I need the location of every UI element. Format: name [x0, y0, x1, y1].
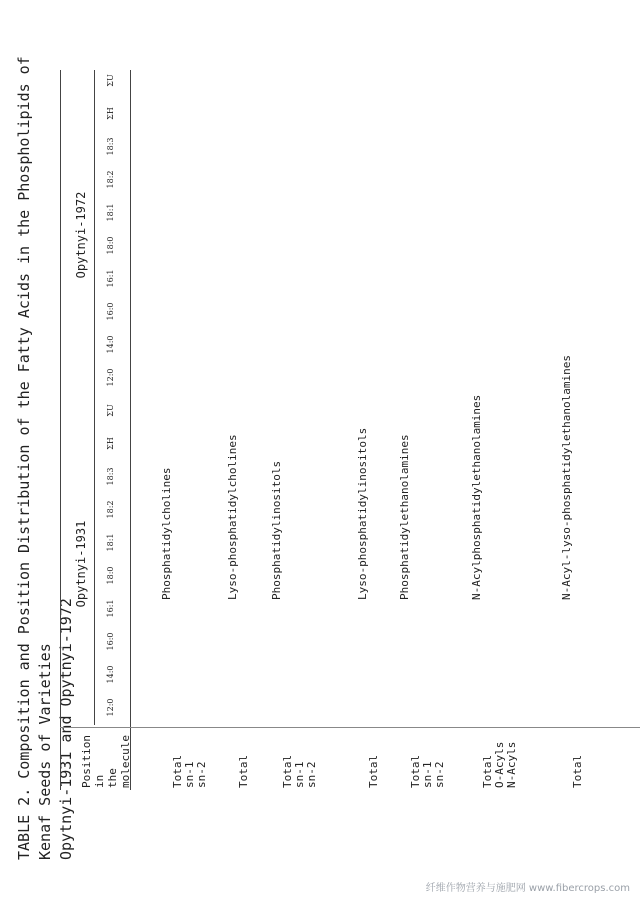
acid-header-0-0: 12:0 [106, 698, 115, 717]
section-6: N-Acyl-lyso-phosphatidylethanolamines [560, 354, 573, 600]
row-label-3-0: Total [367, 754, 380, 788]
acid-header-1-2: 16:0 [106, 302, 115, 321]
section-1: Lyso-phosphatidylcholines [226, 434, 239, 600]
acid-header-0-7: 18:3 [106, 467, 115, 486]
row-label-1-0: Total [237, 754, 250, 788]
row-label-6-0: Total [571, 754, 584, 788]
divider-first-col [60, 727, 640, 728]
acid-header-0-5: 18:1 [106, 533, 115, 552]
acid-header-1-8: ΣH [106, 107, 115, 120]
section-4: Phosphatidylethanolamines [398, 434, 411, 600]
acid-header-0-9: ΣU [106, 404, 115, 417]
acid-header-0-1: 14:0 [106, 665, 115, 684]
table-title [14, 20, 77, 860]
variety-1931: Opytnyi-1931 [74, 520, 88, 608]
rule-variety [94, 70, 95, 725]
acid-header-0-4: 18:0 [106, 566, 115, 585]
acid-header-1-5: 18:1 [106, 203, 115, 222]
section-2: Phosphatidylinositols [270, 460, 283, 600]
variety-1972: Opytnyi-1972 [74, 191, 88, 279]
acid-header-0-2: 16:0 [106, 632, 115, 651]
acid-header-0-8: ΣH [106, 437, 115, 450]
row-label-4-0: Total [409, 754, 422, 788]
acid-header-1-3: 16:1 [106, 269, 115, 288]
row-label-0-2: sn-2 [195, 761, 208, 788]
position-header-line1: Position in [80, 735, 106, 788]
acid-header-0-3: 16:1 [106, 599, 115, 618]
watermark: 纤维作物营养与施肥网 www.fibercrops.com [425, 883, 630, 894]
position-header-line2: the molecule [106, 735, 132, 788]
table-title-line1: TABLE 2. Composition and Position Distribution of the Fatty Acids in the Phospholipids of Kenaf Seeds of Varieties [15, 56, 54, 860]
row-label-4-1: sn-1 [421, 761, 434, 788]
row-label-5-2: N-Acyls [505, 741, 518, 788]
row-label-4-2: sn-2 [433, 761, 446, 788]
row-label-2-1: sn-1 [293, 761, 306, 788]
rule-header-bottom [130, 70, 131, 790]
section-5: N-Acylphosphatidylethanolamines [470, 394, 483, 600]
acid-header-1-7: 18:3 [106, 137, 115, 156]
row-label-2-2: sn-2 [305, 761, 318, 788]
acid-header-0-6: 18:2 [106, 500, 115, 519]
acid-header-1-0: 12:0 [106, 368, 115, 387]
position-header [80, 728, 132, 788]
section-3: Lyso-phosphatidylinositols [356, 427, 369, 600]
rule-top [60, 70, 61, 790]
acid-header-1-1: 14:0 [106, 335, 115, 354]
row-label-2-0: Total [281, 754, 294, 788]
row-label-0-1: sn-1 [183, 761, 196, 788]
acid-header-1-4: 18:0 [106, 236, 115, 255]
row-label-5-1: O-Acyls [493, 741, 506, 788]
acid-header-1-9: ΣU [106, 74, 115, 87]
section-0: Phosphatidylcholines [160, 467, 173, 600]
table-title-line2: Opytnyi-1931 and Opytnyi-1972 [57, 598, 75, 860]
row-label-5-0: Total [481, 754, 494, 788]
acid-header-1-6: 18:2 [106, 170, 115, 189]
row-label-0-0: Total [171, 754, 184, 788]
